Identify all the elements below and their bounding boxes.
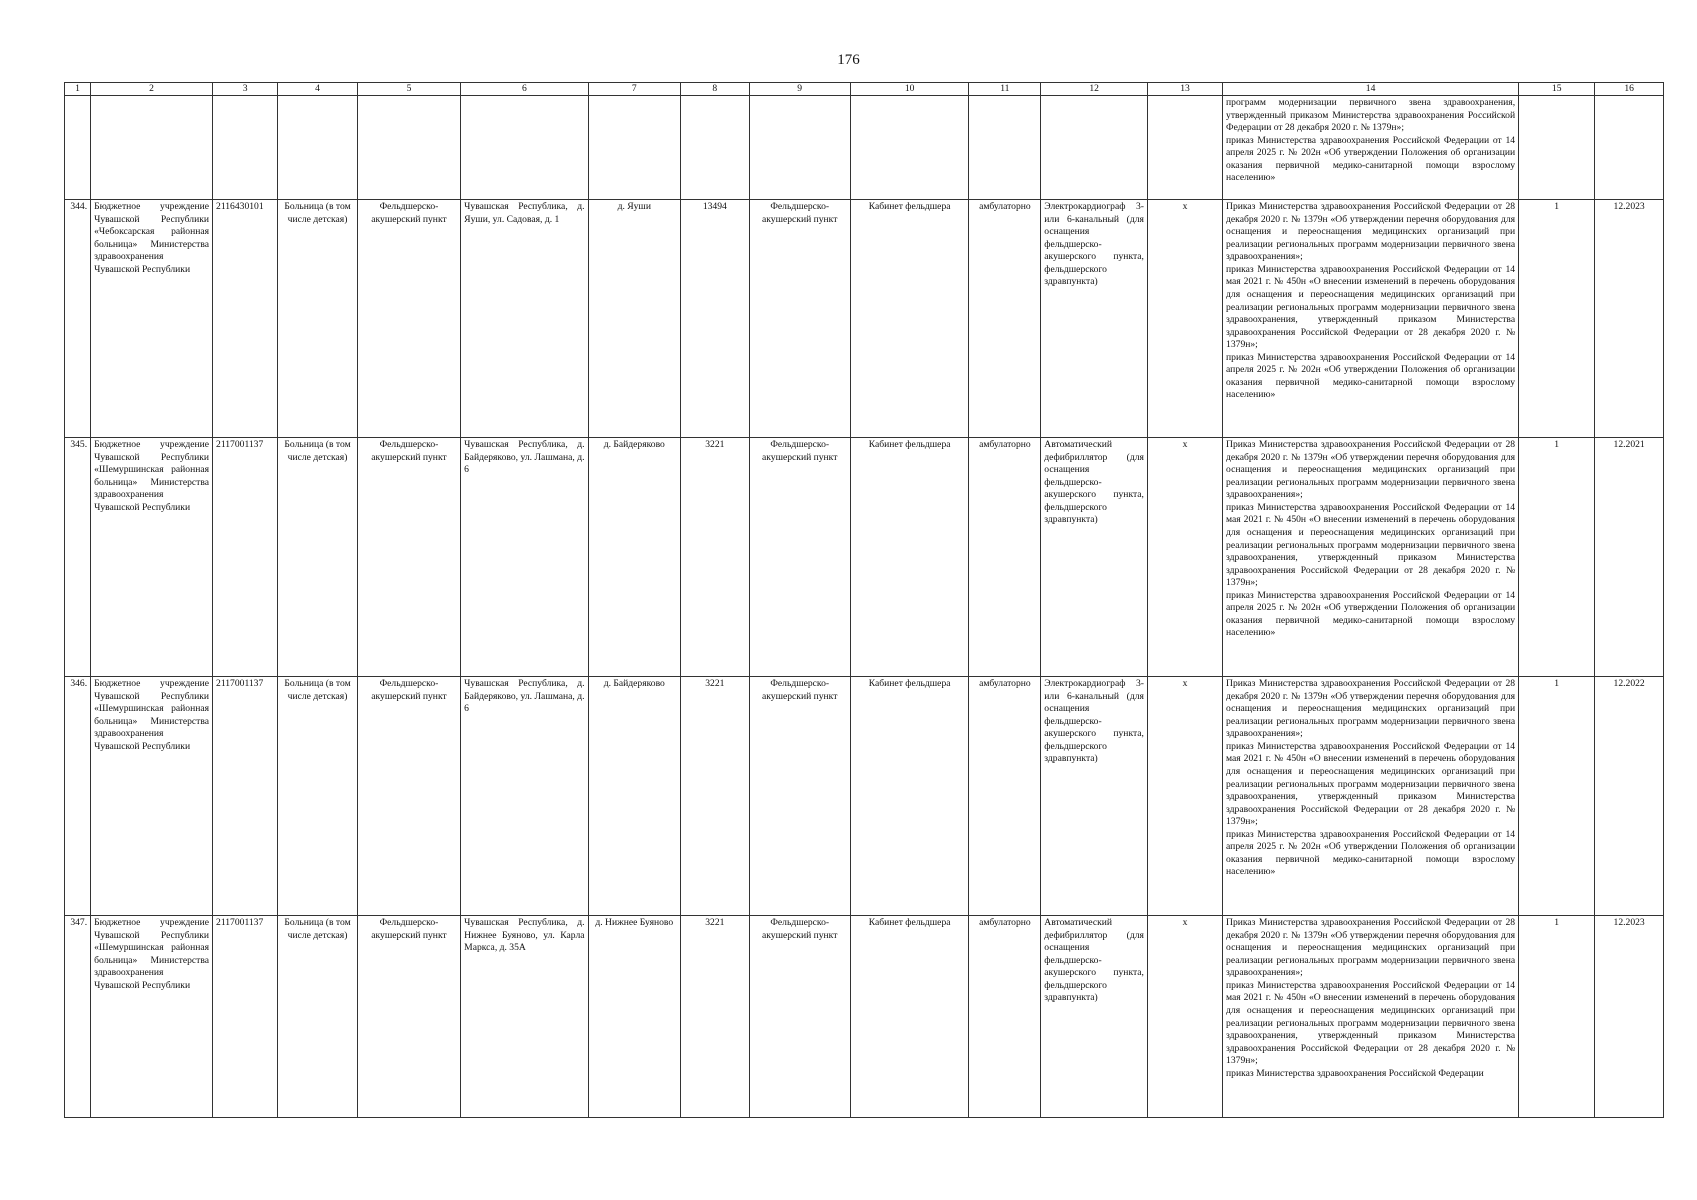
row-number: 347.	[65, 916, 91, 1118]
delivery-date: 12.2023	[1595, 200, 1664, 438]
inn: 2116430101	[213, 200, 278, 438]
care-condition: амбулаторно	[969, 677, 1041, 916]
equipment-table	[64, 82, 1664, 1118]
equipment-name: Электрокардиограф 3- или 6-канальный (для оснащения фельдшерско-акушерского пункта, фельдшерского здравпункта)	[1041, 677, 1148, 916]
organization-name: Бюджетное учреждение Чувашской Республики «Чебоксарская районная больница» Министерства здравоохранения Чувашской Республики	[91, 200, 213, 438]
equipment-name: Автоматический дефибриллятор (для оснащения фельдшерско-акушерского пункта, фельдшерского здравпункта)	[1041, 438, 1148, 677]
institution-type: Больница (в том числе детская)	[278, 916, 357, 1118]
column-header: 15	[1519, 83, 1595, 96]
column-header: 9	[749, 83, 850, 96]
room: Кабинет фельдшера	[850, 200, 969, 438]
address: Чувашская Республика, д. Байдеряково, ул. Лашмана, д. 6	[461, 438, 588, 677]
delivery-date: 12.2021	[1595, 438, 1664, 677]
table-row	[65, 916, 1664, 1118]
delivery-date: 12.2023	[1595, 916, 1664, 1118]
quantity: 1	[1519, 438, 1595, 677]
address: Чувашская Республика, д. Нижнее Буяново, ул. Карла Маркса, д. 35А	[461, 916, 588, 1118]
quantity: 1	[1519, 916, 1595, 1118]
care-condition: амбулаторно	[969, 200, 1041, 438]
row-number: 344.	[65, 200, 91, 438]
room: Кабинет фельдшера	[850, 438, 969, 677]
locality: д. Байдеряково	[588, 677, 681, 916]
subunit: Фельдшерско-акушерский пункт	[749, 438, 850, 677]
column-header: 12	[1041, 83, 1148, 96]
subunit: Фельдшерско-акушерский пункт	[749, 200, 850, 438]
room: Кабинет фельдшера	[850, 677, 969, 916]
room: Кабинет фельдшера	[850, 916, 969, 1118]
structural-unit: Фельдшерско-акушерский пункт	[357, 200, 460, 438]
equipment-name: Автоматический дефибриллятор (для оснащения фельдшерско-акушерского пункта, фельдшерского здравпункта)	[1041, 916, 1148, 1118]
organization-name: Бюджетное учреждение Чувашской Республики «Шемуршинская районная больница» Министерства здравоохранения Чувашской Республики	[91, 438, 213, 677]
population-code: 13494	[681, 200, 750, 438]
structural-unit: Фельдшерско-акушерский пункт	[357, 438, 460, 677]
equipment-name: Электрокардиограф 3- или 6-канальный (для оснащения фельдшерско-акушерского пункта, фельдшерского здравпункта)	[1041, 200, 1148, 438]
locality: д. Нижнее Буяново	[588, 916, 681, 1118]
regulatory-basis-cell: Приказ Министерства здравоохранения Российской Федерации от 28 декабря 2020 г. № 1379н «Об утверждении перечня оборудования для оснащения и переоснащения медицинских организаций при реализации региональных программ модернизации первичного звена здравоохранения»; приказ Министерства здравоохранения Российской Федерации от 14 мая 2021 г. № 450н «О внесении изменений в перечень оборудования для оснащения и переоснащения медицинских организаций при реализации региональных программ модернизации первичного звена здравоохранения, утвержденный приказом Министерства здравоохранения Российской Федерации от 28 декабря 2020 г. № 1379н»; приказ Министерства здравоохранения Российской Федерации от 14 апреля 2025 г. № 202н «Об утверждении Положения об организации оказания первичной медико-санитарной помощи взрослому населению»	[1223, 200, 1519, 438]
table-row	[65, 677, 1664, 916]
column-header: 5	[357, 83, 460, 96]
institution-type: Больница (в том числе детская)	[278, 677, 357, 916]
column-header: 3	[213, 83, 278, 96]
column-header: 13	[1147, 83, 1222, 96]
regulatory-basis-cell: Приказ Министерства здравоохранения Российской Федерации от 28 декабря 2020 г. № 1379н «Об утверждении перечня оборудования для оснащения и переоснащения медицинских организаций при реализации региональных программ модернизации первичного звена здравоохранения»; приказ Министерства здравоохранения Российской Федерации от 14 мая 2021 г. № 450н «О внесении изменений в перечень оборудования для оснащения и переоснащения медицинских организаций при реализации региональных программ модернизации первичного звена здравоохранения, утвержденный приказом Министерства здравоохранения Российской Федерации от 28 декабря 2020 г. № 1379н»; приказ Министерства здравоохранения Российской Федерации от 14 апреля 2025 г. № 202н «Об утверждении Положения об организации оказания первичной медико-санитарной помощи взрослому населению»	[1223, 677, 1519, 916]
column-header: 11	[969, 83, 1041, 96]
institution-type: Больница (в том числе детская)	[278, 438, 357, 677]
mark: x	[1147, 677, 1222, 916]
population-code: 3221	[681, 677, 750, 916]
population-code: 3221	[681, 438, 750, 677]
column-header: 16	[1595, 83, 1664, 96]
inn: 2117001137	[213, 677, 278, 916]
care-condition: амбулаторно	[969, 438, 1041, 677]
locality: д. Яуши	[588, 200, 681, 438]
address: Чувашская Республика, д. Яуши, ул. Садовая, д. 1	[461, 200, 588, 438]
mark: x	[1147, 916, 1222, 1118]
column-header: 8	[681, 83, 750, 96]
table-row-continuation	[65, 96, 1664, 200]
column-header: 14	[1223, 83, 1519, 96]
table-row	[65, 438, 1664, 677]
care-condition: амбулаторно	[969, 916, 1041, 1118]
delivery-date: 12.2022	[1595, 677, 1664, 916]
inn: 2117001137	[213, 438, 278, 677]
regulatory-basis-cell: программ модернизации первичного звена здравоохранения, утвержденный приказом Министерства здравоохранения Российской Федерации от 28 декабря 2020 г. № 1379н»; приказ Министерства здравоохранения Российской Федерации от 14 апреля 2025 г. № 202н «Об утверждении Положения об организации оказания первичной медико-санитарной помощи взрослому населению»	[1223, 96, 1519, 200]
quantity: 1	[1519, 677, 1595, 916]
subunit: Фельдшерско-акушерский пункт	[749, 916, 850, 1118]
locality: д. Байдеряково	[588, 438, 681, 677]
column-header: 4	[278, 83, 357, 96]
regulatory-basis-cell: Приказ Министерства здравоохранения Российской Федерации от 28 декабря 2020 г. № 1379н «Об утверждении перечня оборудования для оснащения и переоснащения медицинских организаций при реализации региональных программ модернизации первичного звена здравоохранения»; приказ Министерства здравоохранения Российской Федерации от 14 мая 2021 г. № 450н «О внесении изменений в перечень оборудования для оснащения и переоснащения медицинских организаций при реализации региональных программ модернизации первичного звена здравоохранения, утвержденный приказом Министерства здравоохранения Российской Федерации от 28 декабря 2020 г. № 1379н»; приказ Министерства здравоохранения Российской Федерации	[1223, 916, 1519, 1118]
population-code: 3221	[681, 916, 750, 1118]
structural-unit: Фельдшерско-акушерский пункт	[357, 677, 460, 916]
regulatory-basis-cell: Приказ Министерства здравоохранения Российской Федерации от 28 декабря 2020 г. № 1379н «Об утверждении перечня оборудования для оснащения и переоснащения медицинских организаций при реализации региональных программ модернизации первичного звена здравоохранения»; приказ Министерства здравоохранения Российской Федерации от 14 мая 2021 г. № 450н «О внесении изменений в перечень оборудования для оснащения и переоснащения медицинских организаций при реализации региональных программ модернизации первичного звена здравоохранения, утвержденный приказом Министерства здравоохранения Российской Федерации от 28 декабря 2020 г. № 1379н»; приказ Министерства здравоохранения Российской Федерации от 14 апреля 2025 г. № 202н «Об утверждении Положения об организации оказания первичной медико-санитарной помощи взрослому населению»	[1223, 438, 1519, 677]
column-header: 2	[91, 83, 213, 96]
column-number-header	[65, 83, 1664, 96]
institution-type: Больница (в том числе детская)	[278, 200, 357, 438]
row-number: 345.	[65, 438, 91, 677]
column-header: 10	[850, 83, 969, 96]
mark: x	[1147, 200, 1222, 438]
organization-name: Бюджетное учреждение Чувашской Республики «Шемуршинская районная больница» Министерства здравоохранения Чувашской Республики	[91, 916, 213, 1118]
column-header: 7	[588, 83, 681, 96]
page-number: 176	[837, 52, 860, 68]
column-header: 1	[65, 83, 91, 96]
subunit: Фельдшерско-акушерский пункт	[749, 677, 850, 916]
quantity: 1	[1519, 200, 1595, 438]
mark: x	[1147, 438, 1222, 677]
column-header: 6	[461, 83, 588, 96]
table-row	[65, 200, 1664, 438]
inn: 2117001137	[213, 916, 278, 1118]
structural-unit: Фельдшерско-акушерский пункт	[357, 916, 460, 1118]
organization-name: Бюджетное учреждение Чувашской Республики «Шемуршинская районная больница» Министерства здравоохранения Чувашской Республики	[91, 677, 213, 916]
row-number: 346.	[65, 677, 91, 916]
address: Чувашская Республика, д. Байдеряково, ул. Лашмана, д. 6	[461, 677, 588, 916]
